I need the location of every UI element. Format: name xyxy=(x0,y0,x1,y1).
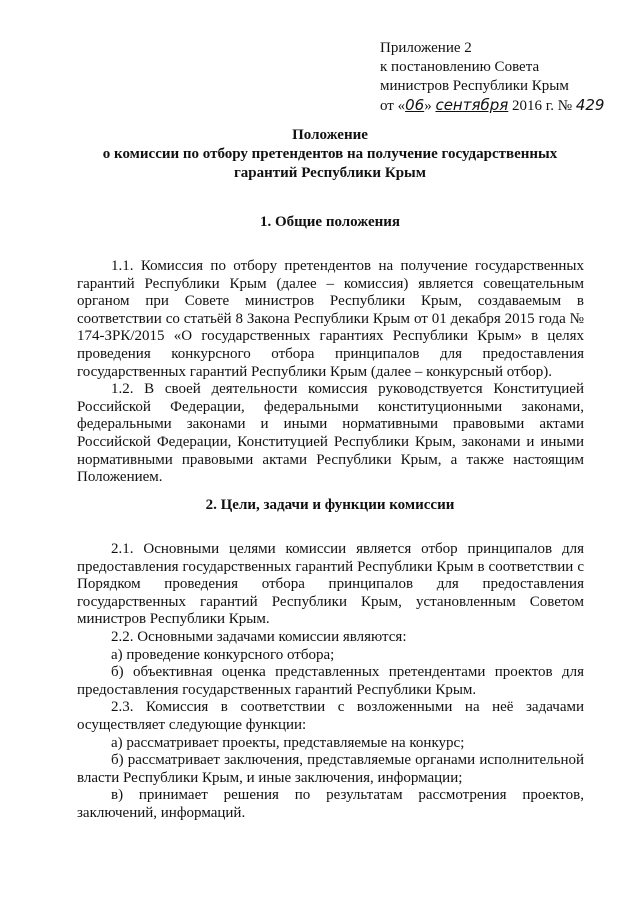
document-title xyxy=(40,126,620,183)
section-2-body xyxy=(77,541,584,823)
date-day-handwritten: 06 xyxy=(405,96,425,114)
paragraph-2-3-a: а) рассматривает проекты, представляемые на конкурс; xyxy=(111,734,465,751)
date-quote-close: » xyxy=(424,98,432,114)
date-prefix: от « xyxy=(380,98,406,114)
paragraph-2-3: 2.3. Комиссия в соответствии с возложенными на неё задачами осуществляет следующие функции: xyxy=(77,699,584,733)
appendix-date-line xyxy=(380,96,620,116)
appendix-resolution-line: к постановлению Совета xyxy=(380,59,540,75)
title-line-2: о комиссии по отбору претендентов на получение государственных xyxy=(102,146,558,162)
paragraph-2-3-b: б) рассматривает заключения, представляемые органами исполнительной власти Республики Крым, и иные заключения, информации; xyxy=(77,752,584,786)
paragraph-1-1: 1.1. Комиссия по отбору претендентов на получение государственных гарантий Республики Крым (далее – комиссия) является совещательным органом при Совете министров Республики Крым, создаваемым в соответствии со статьёй 8 Закона Республики Крым от 01 декабря 2015 года № 174-ЗРК/2015 «О государственных гарантиях Республики Крым» в целях проведения конкурсного отбора принципалов для предоставления государственных гарантий Республики Крым (далее – конкурсный отбор). xyxy=(77,258,584,380)
paragraph-2-3-c: в) принимает решения по результатам рассмотрения проектов, заключений, информаций. xyxy=(77,787,584,821)
paragraph-2-2: 2.2. Основными задачами комиссии являются: xyxy=(111,628,407,645)
title-line-1: Положение xyxy=(292,127,368,143)
date-year: 2016 г. № xyxy=(508,98,576,114)
appendix-header xyxy=(380,39,620,116)
title-line-3: гарантий Республики Крым xyxy=(234,165,426,181)
section-1-heading: 1. Общие положения xyxy=(259,214,401,230)
date-number-handwritten: 429 xyxy=(575,96,605,114)
appendix-council-line: министров Республики Крым xyxy=(380,78,569,94)
date-month-handwritten: сентября xyxy=(435,96,509,114)
section-2-heading: 2. Цели, задачи и функции комиссии xyxy=(205,497,455,513)
appendix-number: Приложение 2 xyxy=(380,40,472,56)
paragraph-2-2-b: б) объективная оценка представленных претендентами проектов для предоставления государственных гарантий Республики Крым. xyxy=(77,664,584,698)
paragraph-2-2-a: а) проведение конкурсного отбора; xyxy=(111,646,335,663)
section-1-body xyxy=(77,258,584,487)
paragraph-2-1: 2.1. Основными целями комиссии является отбор принципалов для предоставления государственных гарантий Республики Крым в соответствии с Порядком проведения отбора принципалов для предоставления государственных гарантий Республики Крым, установленным Советом министров Республики Крым. xyxy=(77,541,584,628)
paragraph-1-2: 1.2. В своей деятельности комиссия руководствуется Конституцией Российской Федерации, федеральными конституционными законами, федеральными законами и иными нормативными правовыми актами Российской Федерации, Конституцией Республики Крым, законами и иными нормативными правовыми актами Республики Крым, а также настоящим Положением. xyxy=(77,381,584,486)
